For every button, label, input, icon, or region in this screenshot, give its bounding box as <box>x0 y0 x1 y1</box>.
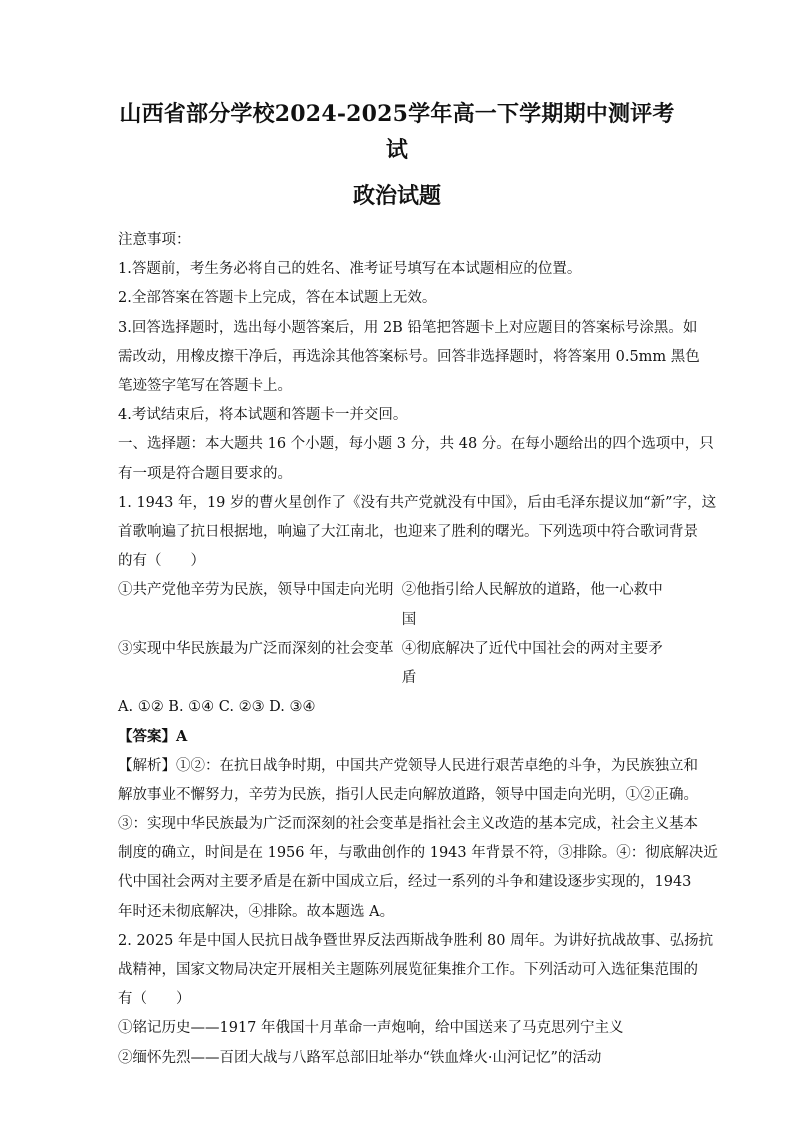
notice-item: 4.考试结束后，将本试题和答题卡一并交回。 <box>118 407 408 424</box>
question-2 <box>118 927 714 1073</box>
question-stem-line: 1. 1943 年，19 岁的曹火星创作了《没有共产党就没有中国》，后由毛泽东提议加“新”字，这 <box>118 494 717 511</box>
option-row <box>118 635 676 693</box>
question-stem-line: 有（ ） <box>118 991 191 1008</box>
section-heading-line: 有一项是符合题目要求的。 <box>118 465 292 482</box>
notice-item: 笔迹签字笔写在答题卡上。 <box>118 378 292 395</box>
option-item: ②缅怀先烈——百团大战与八路军总部旧址举办“铁血烽火·山河记忆”的活动 <box>118 1049 602 1066</box>
notice-item: 需改动，用橡皮擦干净后，再选涂其他答案标号。回答非选择题时，将答案用 0.5mm 黑色 <box>118 348 700 365</box>
option-item: ④彻底解决了近代中国社会的两对主要矛盾 <box>401 640 663 687</box>
question-stem-line: 2. 2025 年是中国人民抗日战争暨世界反法西斯战争胜利 80 周年。为讲好抗战故事、弘扬抗 <box>118 932 714 949</box>
analysis-line: 【解析】①②：在抗日战争时期，中国共产党领导人民进行艰苦卓绝的斗争，为民族独立和 <box>118 757 698 774</box>
analysis-line: 代中国社会两对主要矛盾是在新中国成立后，经过一系列的斗争和建设逐步实现的，1943 <box>118 874 692 891</box>
option-item: ①铭记历史——1917 年俄国十月革命一声炮响，给中国送来了马克思列宁主义 <box>118 1020 624 1037</box>
analysis-line: 年时还未彻底解决，④排除。故本题选 A。 <box>118 903 395 920</box>
option-item: ③实现中华民族最为广泛而深刻的社会变革 <box>118 640 394 657</box>
answer-label: 【答案】A <box>118 728 188 746</box>
notice-block <box>118 226 700 430</box>
question-stem-line: 首歌响遍了抗日根据地，响遍了大江南北，也迎来了胜利的曙光。下列选项中符合歌词背景 <box>118 524 698 541</box>
option-row <box>118 576 676 634</box>
section-heading-line: 一、选择题：本大题共 16 个小题，每小题 3 分，共 48 分。在每小题给出的四个选项中，只 <box>118 436 714 453</box>
analysis-line: ③：实现中华民族最为广泛而深刻的社会变革是指社会主义改造的基本完成，社会主义基本 <box>118 816 698 833</box>
page-title: 山西省部分学校2024-2025学年高一下学期期中测评考试 <box>119 101 675 163</box>
notice-heading: 注意事项： <box>118 232 191 248</box>
notice-item: 3.回答选择题时，选出每小题答案后，用 2B 铅笔把答题卡上对应题目的答案标号涂黑。如 <box>118 319 698 336</box>
analysis-line: 解放事业不懈努力，辛劳为民族，指引人民走向解放道路，领导中国走向光明，①②正确。 <box>118 786 698 803</box>
question-stem-line: 的有（ ） <box>118 553 205 570</box>
analysis-line: 制度的确立，时间是在 1956 年，与歌曲创作的 1943 年背景不符，③排除。④：彻底解决近 <box>118 845 718 862</box>
option-item: ②他指引给人民解放的道路，他一心救中国 <box>401 582 663 628</box>
notice-item: 2.全部答案在答题卡上完成，答在本试题上无效。 <box>118 290 437 307</box>
option-item: ①共产党他辛劳为民族，领导中国走向光明 <box>118 582 394 599</box>
notice-item: 1.答题前，考生务必将自己的姓名、准考证号填写在本试题相应的位置。 <box>118 261 582 278</box>
question-1 <box>118 489 718 927</box>
page-subtitle: 政治试题 <box>352 183 441 209</box>
question-stem-line: 战精神，国家文物局决定开展相关主题陈列展览征集推介工作。下列活动可入选征集范围的 <box>118 962 698 979</box>
answer-choices: A. ①② B. ①④ C. ②③ D. ③④ <box>118 699 316 716</box>
section-heading <box>118 430 714 488</box>
